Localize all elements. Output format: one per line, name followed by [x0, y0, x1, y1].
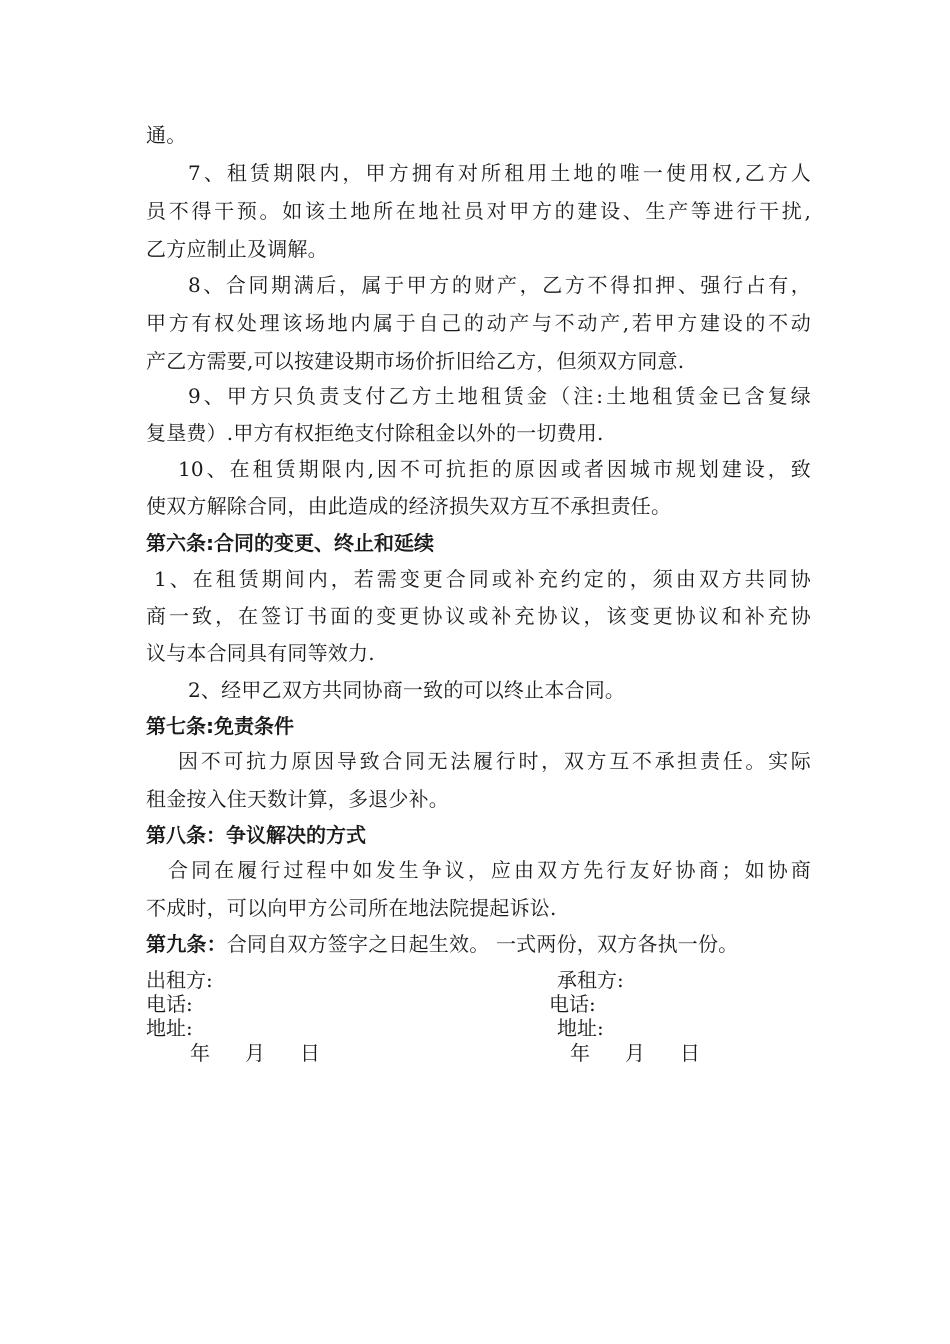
item-9-line-2: 复垦费）.甲方有权拒绝支付除租金以外的一切费用. [146, 421, 604, 445]
year-label: 年 [190, 1041, 210, 1065]
article-6-item-1-line-3: 议与本合同具有同等效力. [146, 641, 375, 665]
article-7-line-1: 因不可抗力原因导致合同无法履行时，双方互不承担责任。实际 [178, 749, 811, 773]
month-label: 月 [625, 1041, 645, 1065]
article-9-body: 合同自双方签字之日起生效。 一式两份，双方各执一份。 [226, 932, 739, 956]
article-6-item-1-line-1: 1、在租赁期间内，若需变更合同或补充约定的，须由双方共同协 [154, 567, 811, 591]
year-label: 年 [570, 1041, 590, 1065]
article-8-heading: 第八条：争议解决的方式 [146, 823, 366, 847]
lessor-date [190, 1041, 355, 1065]
lessee-address-label: 地址: [557, 1016, 604, 1040]
lessor-phone-label: 电话: [146, 992, 193, 1016]
article-7-line-2: 租金按入住天数计算，多退少补。 [146, 787, 449, 811]
item-9-line-1: 9、甲方只负责支付乙方土地租赁金（注:土地租赁金已含复绿 [188, 384, 811, 408]
text-line: 通。 [146, 123, 187, 147]
article-6-heading: 第六条:合同的变更、终止和延续 [146, 531, 434, 555]
article-8-line-1: 合同在履行过程中如发生争议，应由双方先行友好协商；如协商 [168, 858, 811, 882]
item-8-line-1: 8、合同期满后，属于甲方的财产，乙方不得扣押、强行占有， [188, 273, 811, 297]
item-7-line-3: 乙方应制止及调解。 [146, 237, 328, 261]
article-6-item-2: 2、经甲乙双方共同协商一致的可以终止本合同。 [188, 678, 626, 702]
article-7-heading: 第七条:免责条件 [146, 714, 294, 738]
item-8-line-3: 产乙方需要,可以按建设期市场价折旧给乙方，但须双方同意. [146, 349, 685, 373]
item-7-line-2: 员不得干预。如该土地所在地社员对甲方的建设、生产等进行干扰, [146, 199, 811, 223]
item-10-line-1: 10、在租赁期限内,因不可抗拒的原因或者因城市规划建设，致 [178, 457, 811, 481]
lessor-label: 出租方: [146, 968, 213, 992]
article-9-heading: 第九条： [146, 932, 227, 956]
article-9-line [146, 931, 811, 957]
article-6-item-1-line-2: 商一致，在签订书面的变更协议或补充协议，该变更协议和补充协 [146, 604, 811, 628]
lessee-phone-label: 电话: [549, 992, 596, 1016]
month-label: 月 [245, 1041, 265, 1065]
item-8-line-2: 甲方有权处理该场地内属于自己的动产与不动产,若甲方建设的不动 [146, 311, 811, 335]
lessee-date [570, 1041, 735, 1065]
day-label: 日 [680, 1041, 700, 1065]
lessor-address-label: 地址: [146, 1016, 193, 1040]
item-10-line-2: 使双方解除合同，由此造成的经济损失双方互不承担责任。 [146, 494, 672, 518]
item-7-line-1: 7、租赁期限内，甲方拥有对所租用土地的唯一使用权,乙方人 [188, 161, 811, 185]
article-8-line-2: 不成时，可以向甲方公司所在地法院提起诉讼. [146, 896, 557, 920]
day-label: 日 [300, 1041, 320, 1065]
lessee-label: 承租方: [557, 968, 624, 992]
